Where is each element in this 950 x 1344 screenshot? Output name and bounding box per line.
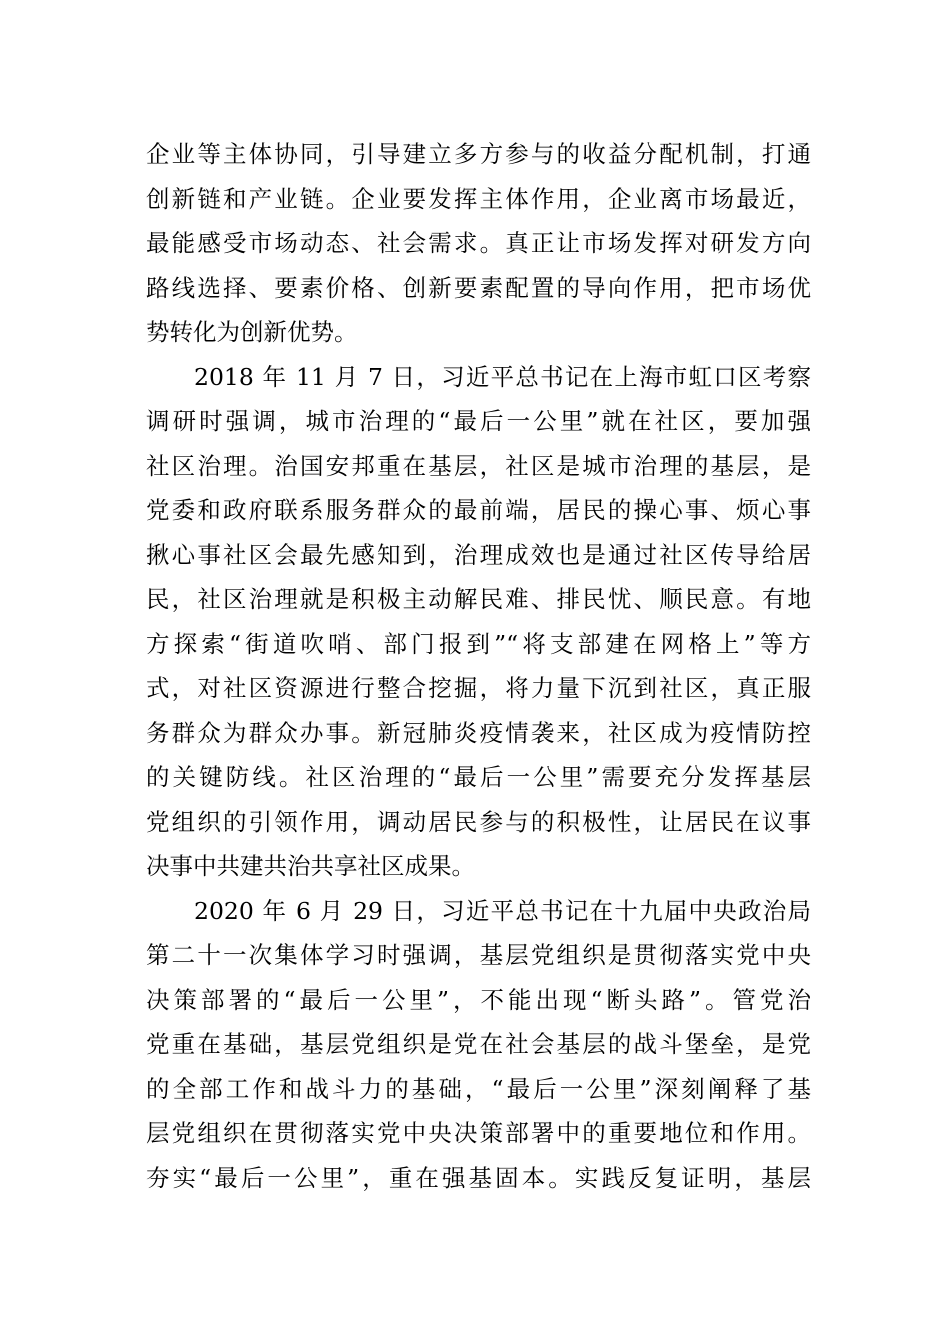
paragraph-line: 党重在基础，基层党组织是党在社会基层的战斗堡垒，是党 [146,1030,811,1058]
paragraph-line: 揪心事社区会最先感知到，治理成效也是通过社区传导给居 [146,540,811,569]
paragraph-line: 创新链和产业链。企业要发挥主体作用，企业离市场最近， [146,184,811,213]
paragraph-line: 层党组织在贯彻落实党中央决策部署中的重要地位和作用。 [146,1119,811,1147]
paragraph-line: 民，社区治理就是积极主动解民难、排民忧、顺民意。有地 [146,585,811,613]
paragraph-line: 党委和政府联系服务群众的最前端，居民的操心事、烦心事 [146,496,811,524]
paragraph-1 [146,132,811,355]
paragraph-line: 决策部署的“最后一公里”，不能出现“断头路”。管党治 [146,985,811,1014]
paragraph-line: 企业等主体协同，引导建立多方参与的收益分配机制，打通 [146,140,811,168]
paragraph-3 [146,889,811,1201]
paragraph-line: 第二十一次集体学习时强调，基层党组织是贯彻落实党中央 [146,941,811,969]
paragraph-line: 势转化为创新优势。 [146,318,358,346]
paragraph-line: 最能感受市场动态、社会需求。真正让市场发挥对研发方向 [146,229,811,257]
paragraph-line: 决事中共建共治共享社区成果。 [146,852,475,880]
paragraph-line: 路线选择、要素价格、创新要素配置的导向作用，把市场优 [146,273,811,302]
paragraph-2 [146,355,811,889]
paragraph-line: 社区治理。治国安邦重在基层，社区是城市治理的基层，是 [146,451,811,480]
paragraph-line: 2018 年 11 月 7 日，习近平总书记在上海市虹口区考察 [194,362,811,391]
paragraph-line: 务群众为群众办事。新冠肺炎疫情袭来，社区成为疫情防控 [146,718,811,747]
paragraph-line: 党组织的引领作用，调动居民参与的积极性，让居民在议事 [146,807,811,836]
body-text [146,132,811,1200]
paragraph-line: 式，对社区资源进行整合挖掘，将力量下沉到社区，真正服 [146,674,811,702]
paragraph-line: 2020 年 6 月 29 日，习近平总书记在十九届中央政治局 [194,896,811,925]
paragraph-line: 方探索“街道吹哨、部门报到”“将支部建在网格上”等方 [146,629,811,658]
paragraph-line: 夯实“最后一公里”，重在强基固本。实践反复证明，基层 [146,1163,811,1192]
paragraph-line: 调研时强调，城市治理的“最后一公里”就在社区，要加强 [146,407,811,435]
paragraph-line: 的关键防线。社区治理的“最后一公里”需要充分发挥基层 [146,763,811,791]
paragraph-line: 的全部工作和战斗力的基础，“最后一公里”深刻阐释了基 [146,1074,811,1103]
